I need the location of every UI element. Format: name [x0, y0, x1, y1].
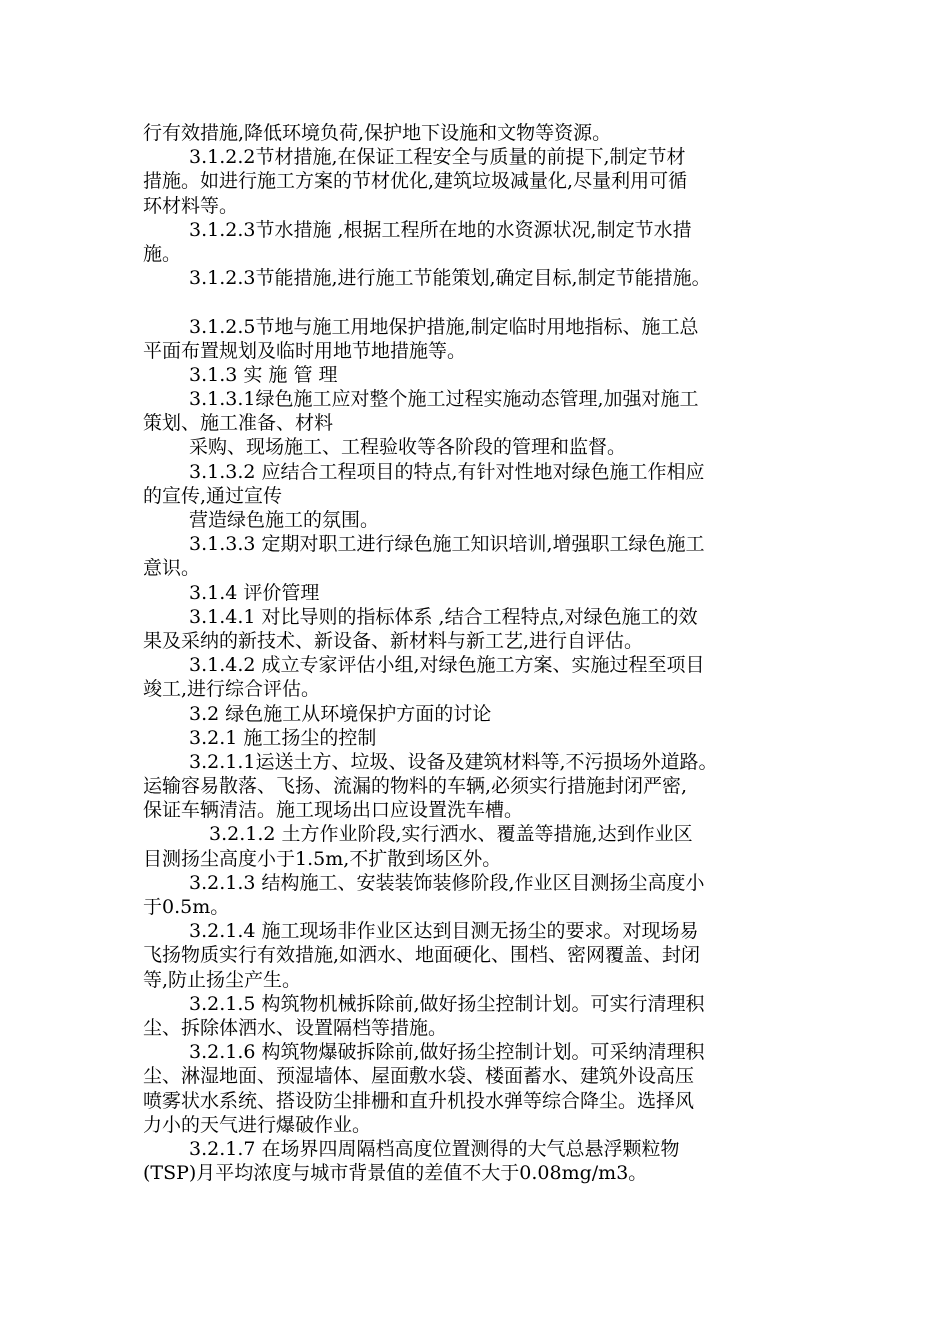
paragraph-line: 营造绿色施工的氛围。: [189, 509, 380, 531]
paragraph-line: 策划、施工准备、材料: [143, 412, 334, 435]
paragraph-line: 措施。如进行施工方案的节材优化,建筑垃圾减量化,尽量利用可循: [143, 170, 688, 193]
paragraph-line: 3.1.4.1 对比导则的指标体系 ,结合工程特点,对绿色施工的效: [189, 605, 698, 628]
paragraph-line: 平面布置规划及临时用地节地措施等。: [143, 339, 467, 362]
section-heading: 3.1.4 评价管理: [189, 581, 320, 604]
paragraph-line: 3.1.4.2 成立专家评估小组,对绿色施工方案、实施过程至项目: [189, 654, 705, 677]
paragraph-line: 等,防止扬尘产生。: [143, 968, 302, 991]
paragraph-line: 尘、拆除体洒水、设置隔档等措施。: [143, 1016, 448, 1039]
paragraph-line: (TSP)月平均浓度与城市背景值的差值不大于0.08mg/m3。: [143, 1162, 648, 1185]
paragraph-line: 喷雾状水系统、搭设防尘排栅和直升机投水弹等综合降尘。选择风: [143, 1089, 695, 1112]
paragraph-line: 3.2.1.6 构筑物爆破拆除前,做好扬尘控制计划。可采纳清理积: [189, 1041, 705, 1064]
paragraph-line: 3.1.2.5节地与施工用地保护措施,制定临时用地指标、施工总: [189, 315, 699, 338]
paragraph-line: 3.2.1.7 在场界四周隔档高度位置测得的大气总悬浮颗粒物: [189, 1137, 680, 1160]
paragraph-line: 3.1.3.1绿色施工应对整个施工过程实施动态管理,加强对施工: [189, 388, 699, 411]
paragraph-line: 力小的天气进行爆破作业。: [143, 1113, 372, 1136]
paragraph-line: 竣工,进行综合评估。: [143, 678, 321, 701]
document-body: [143, 121, 813, 1185]
paragraph-line: 保证车辆清洁。施工现场出口应设置洗车槽。: [143, 799, 524, 822]
paragraph-line: 3.1.2.3节水措施 ,根据工程所在地的水资源状况,制定节水措: [189, 218, 692, 241]
paragraph-line: 行有效措施,降低环境负荷,保护地下设施和文物等资源。: [143, 122, 612, 144]
paragraph-line: 3.2.1.4 施工现场非作业区达到目测无扬尘的要求。对现场易: [189, 920, 699, 943]
paragraph-line: 3.1.3.2 应结合工程项目的特点,有针对性地对绿色施工作相应: [189, 460, 705, 483]
blank-line: [143, 290, 813, 314]
paragraph-line: 3.1.3.3 定期对职工进行绿色施工知识培训,增强职工绿色施工: [189, 533, 705, 556]
paragraph-line: 目测扬尘高度小于1.5m,不扩散到场区外。: [143, 847, 502, 870]
paragraph-line: 3.1.2.3节能措施,进行施工节能策划,确定目标,制定节能措施。: [189, 267, 711, 290]
paragraph-line: 3.2.1.5 构筑物机械拆除前,做好扬尘控制计划。可实行清理积: [189, 992, 705, 1015]
paragraph-line: 飞扬物质实行有效措施,如洒水、地面硬化、围档、密网覆盖、封闭: [143, 944, 701, 967]
section-heading: 3.2.1 施工扬尘的控制: [189, 726, 377, 749]
paragraph-line: 的宣传,通过宣传: [143, 484, 283, 507]
paragraph-line: 施。: [143, 242, 182, 265]
paragraph-line: 于0.5m。: [143, 896, 230, 918]
paragraph-line: 3.1.2.2节材措施,在保证工程安全与质量的前提下,制定节材: [189, 146, 686, 169]
paragraph-line: 3.2.1.3 结构施工、安装装饰装修阶段,作业区目测扬尘高度小: [189, 871, 705, 894]
paragraph-line: 运输容易散落、飞扬、流漏的物料的车辆,必须实行措施封闭严密,: [143, 775, 688, 798]
paragraph-line: 果及采纳的新技术、新设备、新材料与新工艺,进行自评估。: [143, 629, 644, 652]
paragraph-line: 3.2.1.2 土方作业阶段,实行洒水、覆盖等措施,达到作业区: [209, 823, 693, 846]
section-heading: 3.1.3 实 施 管 理: [189, 363, 338, 386]
paragraph-line: 3.2.1.1运送土方、垃圾、设备及建筑材料等,不污损场外道路。: [189, 750, 718, 773]
section-heading: 3.2 绿色施工从环境保护方面的讨论: [189, 702, 492, 725]
paragraph-line: 意识。: [143, 557, 201, 580]
paragraph-line: 环材料等。: [143, 194, 239, 217]
paragraph-line: 尘、淋湿地面、预湿墙体、屋面敷水袋、楼面蓄水、建筑外设高压: [143, 1065, 695, 1088]
paragraph-line: 采购、现场施工、工程验收等各阶段的管理和监督。: [189, 436, 627, 459]
